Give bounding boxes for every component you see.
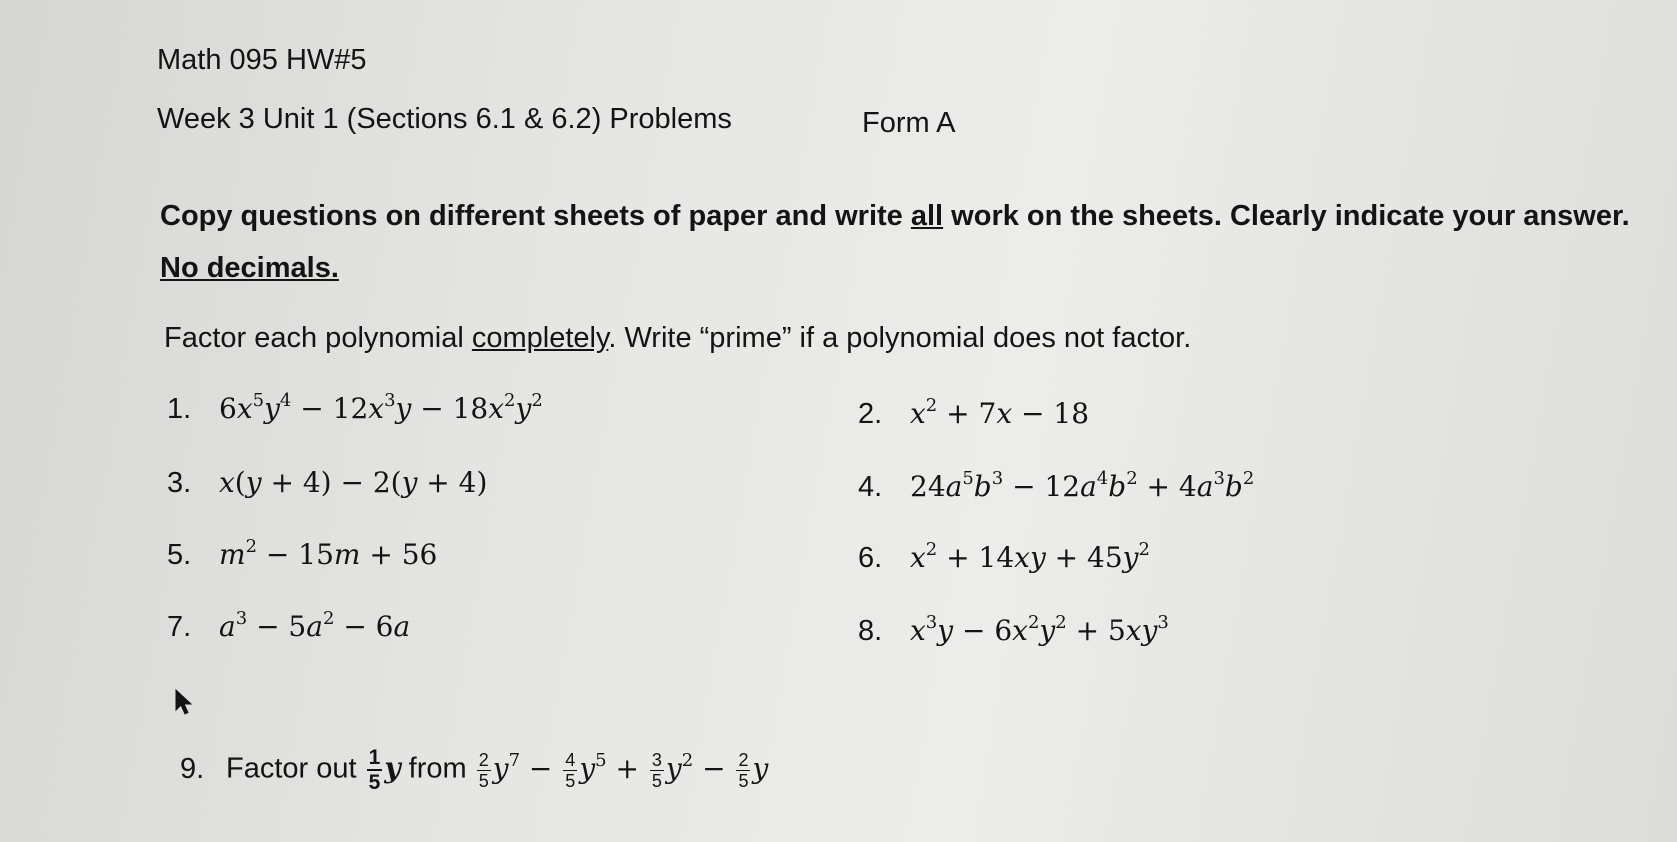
instructions-no-decimals: No decimals. <box>160 252 339 284</box>
form-label: Form A <box>862 107 956 139</box>
worksheet-title: Math 095 HW#5 <box>157 44 367 76</box>
directions-part2: . Write “prime” if a polynomial does not factor. <box>608 322 1192 354</box>
problem-expression: $x^2 + 14xy + 45y^2$ <box>910 539 1150 574</box>
problem-number: 2. <box>858 398 883 430</box>
mouse-cursor-icon <box>174 688 194 716</box>
problem-9-prefix: Factor out <box>226 752 357 785</box>
problem-number: 5. <box>167 539 192 571</box>
problem-3 <box>167 466 487 500</box>
problem-expression: $24a^5b^3 - 12a^4b^2 + 4a^3b^2$ <box>910 468 1255 503</box>
factor-variable: y <box>384 751 401 785</box>
problem-number: 8. <box>858 615 883 647</box>
problem-expression: $x^2 + 7x - 18$ <box>910 395 1090 430</box>
problem-5 <box>167 538 437 572</box>
problem-number: 1. <box>167 393 192 425</box>
problem-expression: $6x^5y^4 - 12x^3y - 18x^2y^2$ <box>219 390 543 425</box>
problem-1 <box>167 392 543 426</box>
directions-completely: completely <box>471 322 609 354</box>
problem-number: 9. <box>180 752 205 785</box>
fraction-one-fifth: $\frac{1}{5}$ <box>368 746 381 794</box>
worksheet-subtitle: Week 3 Unit 1 (Sections 6.1 & 6.2) Problems <box>157 103 732 135</box>
instructions-all: all <box>910 200 944 232</box>
problem-number: 6. <box>858 542 883 574</box>
instructions-part1: Copy questions on different sheets of paper and write <box>160 200 911 232</box>
directions-part1: Factor each polynomial <box>164 322 472 354</box>
problem-expression: $a^3 - 5a^2 - 6a$ <box>219 608 411 643</box>
instructions-part2: work on the sheets. Clearly indicate your answer. <box>943 200 1630 232</box>
problem-9 <box>180 746 768 794</box>
problem-expression: x(y + 4) − 2(y + 4) <box>219 466 488 499</box>
problem-2 <box>858 397 1089 431</box>
problem-number: 7. <box>167 611 192 643</box>
directions <box>164 322 1191 355</box>
problem-4 <box>858 470 1254 504</box>
problem-9-from: from <box>408 752 467 785</box>
instructions <box>160 190 1640 294</box>
problem-number: 4. <box>858 471 883 503</box>
problem-8 <box>858 614 1169 648</box>
problem-6 <box>858 541 1150 575</box>
problem-expression: $x^3y - 6x^2y^2 + 5xy^3$ <box>910 612 1169 647</box>
problem-7 <box>167 610 410 644</box>
problem-expression: $m^2 - 15m + 56$ <box>219 536 438 571</box>
problem-expression: $\frac{2}{5}$ $y^7$ − $\frac{4}{5}$ $y^5$ + $\frac{3}{5}$ $y^2$ − $\frac{2}{5}$ y <box>478 749 769 791</box>
problem-number: 3. <box>167 467 192 499</box>
